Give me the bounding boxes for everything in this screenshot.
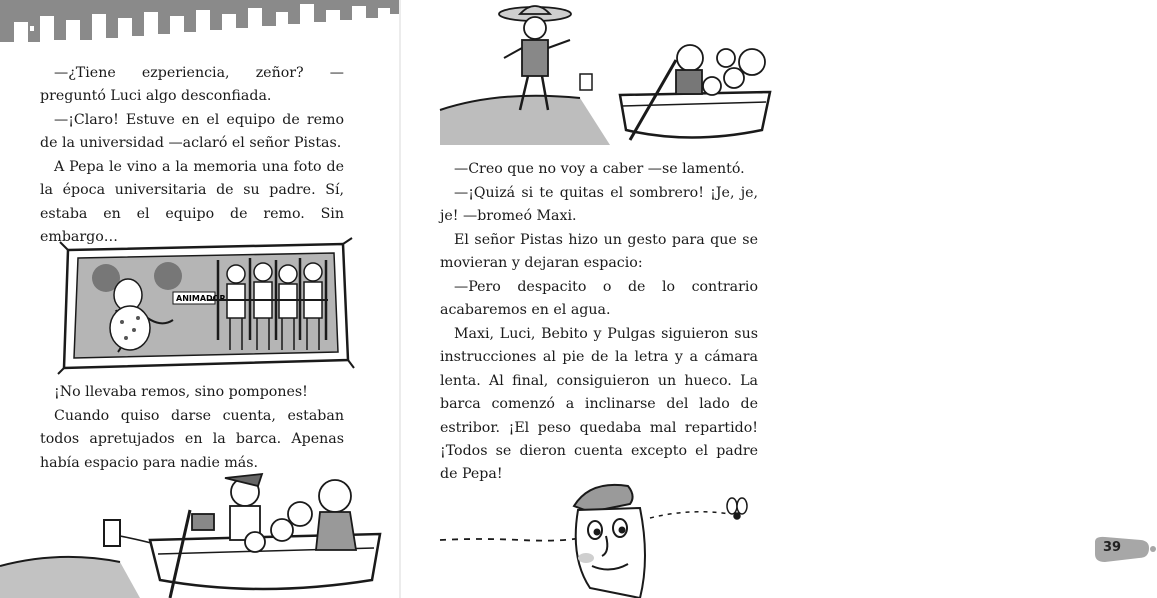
city-skyline-border [0,0,400,44]
man-with-hat-figure [499,6,571,110]
paragraph-8: El señor Pistas hizo un gesto para que se movieran y dejaran espacio: [440,232,758,272]
paragraph-4: ¡No llevaba remos, sino pompones! [54,384,308,400]
page-number-badge [1093,534,1157,564]
paragraph-6: —Creo que no voy a caber —se lamentó. [454,161,745,177]
shore-and-boat-illustration [440,0,780,145]
right-page [400,0,1122,598]
page-number: 39 [1103,540,1122,555]
paragraph-5: Cuando quiso darse cuenta, estaban todos apretujados en la barca. Apenas había espacio para nadie más. [40,408,344,471]
paragraph-2: —¡Claro! Estuve en el equipo de remo de la universidad —aclaró el señor Pistas. [40,112,344,152]
photo-caption: ANIMADOR [176,294,226,303]
college-photo-illustration [58,240,353,375]
paragraph-9: —Pero despacito o de lo contrario acabaremos en el agua. [440,279,758,319]
face-and-fly-illustration [440,478,780,598]
fly-icon [727,498,747,519]
paragraph-1: —¿Tiene ezperiencia, zeñor? —preguntó Luci algo desconfiada. [40,65,344,105]
paragraph-3: A Pepa le vino a la memoria una foto de la época universitaria de su padre. Sí, estaba en el equipo de remo. Sin embargo… [40,159,344,246]
paragraph-10: Maxi, Luci, Bebito y Pulgas siguieron sus instrucciones al pie de la letra y a cámara lenta. Al final, consiguieron un hueco. La barca comenzó a inclinarse del lado de estribor. ¡El peso quedaba mal repartido! ¡Todos se dieron cuenta excepto el padre de Pepa! [440,326,758,483]
crowded-boat-illustration [0,470,400,598]
left-page [0,0,400,598]
paragraph-7: —¡Quizá si te quitas el sombrero! ¡Je, je, je! —bromeó Maxi. [440,185,758,225]
father-face-figure [574,485,645,598]
